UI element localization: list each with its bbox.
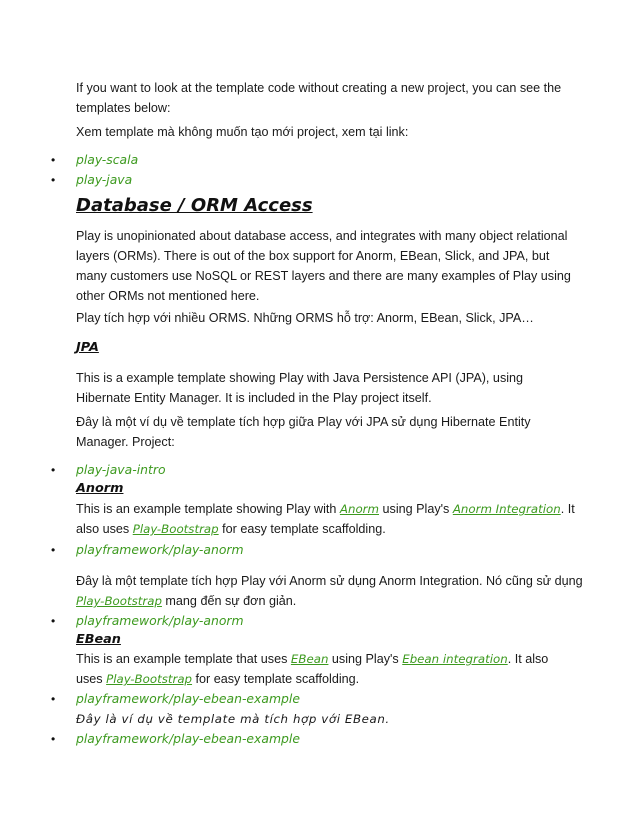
link-play-bootstrap[interactable]: Play-Bootstrap xyxy=(76,594,162,608)
ebean-text: . It also xyxy=(507,652,549,666)
jpa-heading: JPA xyxy=(76,340,99,355)
link-anorm-integration[interactable]: Anorm Integration xyxy=(452,502,561,516)
ebean-heading: EBean xyxy=(76,632,121,647)
link-play-anorm[interactable]: playframework/play-anorm xyxy=(76,542,244,557)
anorm-text: This is an example template showing Play with xyxy=(76,502,340,516)
anorm-paragraph-line1 xyxy=(76,499,596,519)
link-play-java: play-java xyxy=(76,172,133,187)
jpa-vi-paragraph: Đây là một ví dụ về template tích hợp giữa Play với JPA sử dụng Hibernate Entity Manager. Project: xyxy=(76,415,531,449)
link-play-ebean-example[interactable]: playframework/play-ebean-example xyxy=(76,691,300,706)
link-play-ebean-example[interactable]: playframework/play-ebean-example xyxy=(76,731,300,746)
link-ebean[interactable]: EBean xyxy=(290,652,329,666)
jpa-paragraph: This is a example template showing Play with Java Persistence API (JPA), using Hibernate Entity Manager. It is included in the Play project itself. xyxy=(76,371,524,405)
database-vi-paragraph: Play tích hợp với nhiều ORMS. Những ORMS hỗ trợ: Anorm, EBean, Slick, JPA… xyxy=(76,311,534,325)
anorm-text: using Play's xyxy=(379,502,453,516)
anorm-vi-text: mang đến sự đơn giản. xyxy=(161,594,297,608)
ebean-text: for easy template scaffolding. xyxy=(192,672,360,686)
bullet-icon: • xyxy=(51,614,56,628)
anorm-paragraph-line2 xyxy=(76,519,596,539)
link-anorm[interactable]: Anorm xyxy=(339,502,380,516)
database-paragraph: Play is unopinionated about database access, and integrates with many object relational layers (ORMs). There is out of the box support for Anorm, EBean, Slick, and JPA, but many customers use NoSQL or REST layers and there are many examples of Play using other ORMs not mentioned here. xyxy=(76,229,571,303)
ebean-paragraph-line1 xyxy=(76,649,596,669)
anorm-text: for easy template scaffolding. xyxy=(218,522,386,536)
bullet-icon: • xyxy=(51,692,56,706)
anorm-vi-line2 xyxy=(76,591,606,611)
link-play-anorm[interactable]: playframework/play-anorm xyxy=(76,613,244,628)
anorm-heading: Anorm xyxy=(76,481,124,496)
intro-paragraph: If you want to look at the template code without creating a new project, you can see the templates below: xyxy=(76,81,562,115)
link-ebean-integration[interactable]: Ebean integration xyxy=(402,652,508,666)
link-play-java-intro[interactable]: play-java-intro xyxy=(76,462,166,477)
ebean-vi-paragraph: Đây là ví dụ về template mà tích hợp với EBean. xyxy=(76,712,390,726)
ebean-text: uses xyxy=(76,672,107,686)
anorm-text: . It xyxy=(560,502,575,516)
anorm-vi-line1: Đây là một template tích hợp Play với Anorm sử dụng Anorm Integration. Nó cũng sử dụng xyxy=(76,574,583,588)
anorm-text: also uses xyxy=(76,522,133,536)
link-play-bootstrap[interactable]: Play-Bootstrap xyxy=(106,672,193,686)
link-play-bootstrap[interactable]: Play-Bootstrap xyxy=(132,522,219,536)
bullet-icon: • xyxy=(51,732,56,746)
intro-vi-paragraph: Xem template mà không muốn tạo mới project, xem tại link: xyxy=(76,125,409,139)
bullet-icon: • xyxy=(51,463,56,477)
ebean-text: using Play's xyxy=(328,652,403,666)
bullet-icon: • xyxy=(51,543,56,557)
ebean-text: This is an example template that uses xyxy=(76,652,291,666)
link-play-scala[interactable]: play-scala xyxy=(76,152,139,167)
ebean-paragraph-line2 xyxy=(76,669,596,689)
bullet-icon: • xyxy=(51,153,56,167)
database-heading: Database / ORM Access xyxy=(76,195,313,216)
bullet-icon: • xyxy=(51,173,56,187)
